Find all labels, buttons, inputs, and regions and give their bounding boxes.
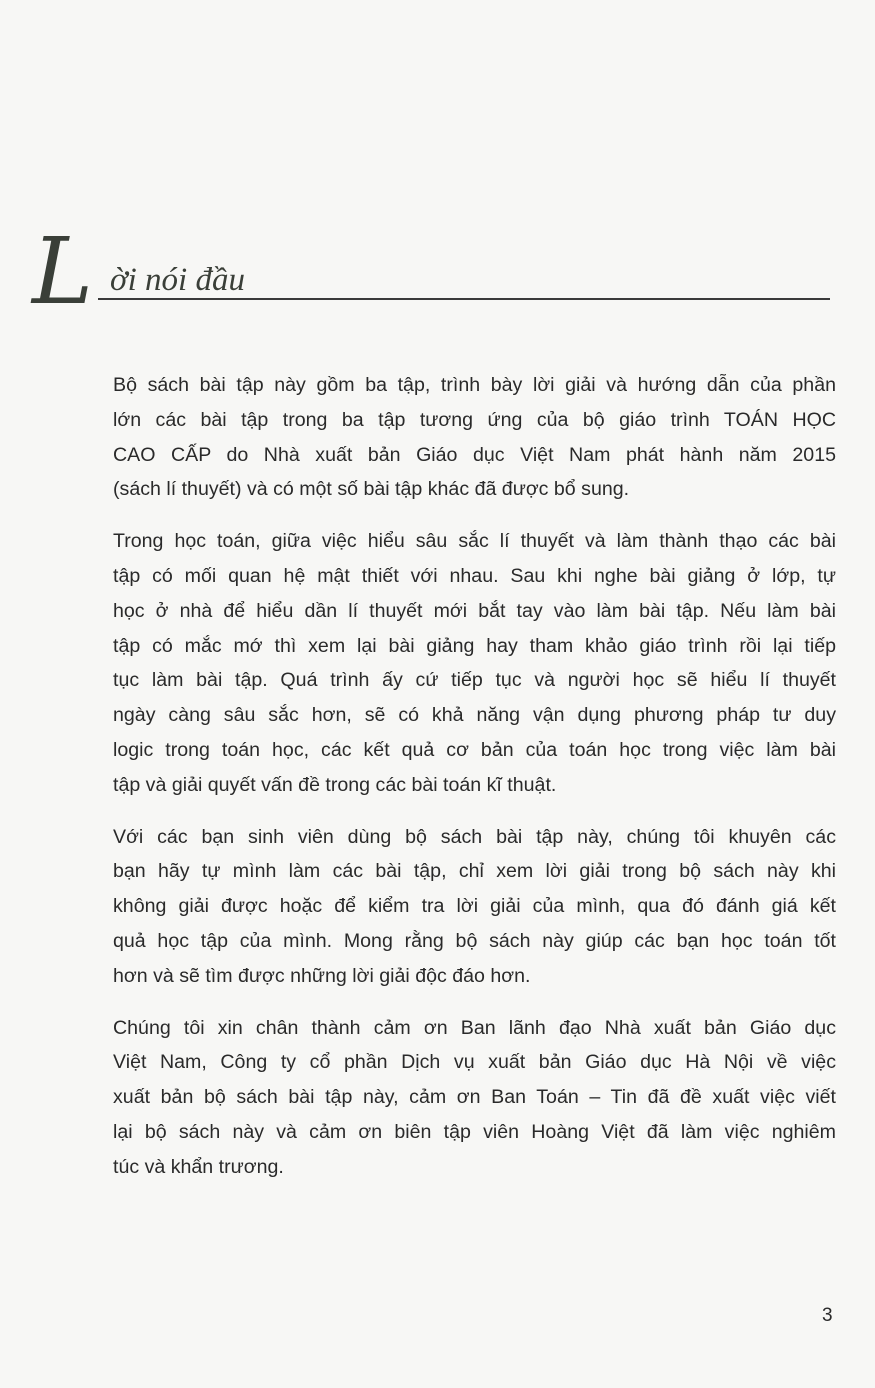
paragraph bbox=[113, 820, 836, 994]
text-line: tục làm bài tập. Quá trình ấy cứ tiếp tục và người học sẽ hiểu lí thuyết bbox=[113, 669, 836, 692]
text-line: quả học tập của mình. Mong rằng bộ sách này giúp các bạn học toán tốt bbox=[113, 929, 836, 952]
text-line: CAO CẤP do Nhà xuất bản Giáo dục Việt Nam phát hành năm 2015 bbox=[113, 443, 836, 466]
text-line: Trong học toán, giữa việc hiểu sâu sắc lí thuyết và làm thành thạo các bài bbox=[113, 530, 836, 553]
text-line: xuất bản bộ sách bài tập này, cảm ơn Ban Toán – Tin đã đề xuất việc viết bbox=[113, 1086, 836, 1109]
text-line: tập có mắc mớ thì xem lại bài giảng hay tham khảo giáo trình rồi lại tiếp bbox=[113, 634, 836, 657]
text-line: Việt Nam, Công ty cổ phần Dịch vụ xuất bản Giáo dục Hà Nội về việc bbox=[113, 1051, 836, 1074]
title-rule bbox=[98, 298, 830, 300]
text-line: (sách lí thuyết) và có một số bài tập khác đã được bổ sung. bbox=[113, 478, 630, 501]
paragraph bbox=[113, 368, 836, 507]
title-text: ời nói đầu bbox=[110, 262, 245, 298]
text-line: Chúng tôi xin chân thành cảm ơn Ban lãnh đạo Nhà xuất bản Giáo dục bbox=[113, 1016, 836, 1039]
text-line: túc và khẩn trương. bbox=[113, 1155, 284, 1178]
text-line: lại bộ sách này và cảm ơn biên tập viên Hoàng Việt đã làm việc nghiêm bbox=[113, 1120, 836, 1143]
preface-body bbox=[113, 368, 836, 1202]
page-number: 3 bbox=[822, 1305, 833, 1326]
section-title bbox=[28, 218, 838, 325]
paragraph bbox=[113, 524, 836, 802]
text-line: không giải được hoặc để kiểm tra lời giải của mình, qua đó đánh giá kết bbox=[113, 895, 836, 918]
text-line: ngày càng sâu sắc hơn, sẽ có khả năng vận dụng phương pháp tư duy bbox=[113, 704, 836, 727]
paragraph bbox=[113, 1011, 836, 1185]
text-line: Với các bạn sinh viên dùng bộ sách bài tập này, chúng tôi khuyên các bbox=[113, 825, 836, 848]
text-line: lớn các bài tập trong ba tập tương ứng của bộ giáo trình TOÁN HỌC bbox=[113, 408, 836, 431]
text-line: tập và giải quyết vấn đề trong các bài toán kĩ thuật. bbox=[113, 773, 557, 796]
text-line: logic trong toán học, các kết quả cơ bản của toán học trong việc làm bài bbox=[113, 738, 836, 761]
text-line: tập có mối quan hệ mật thiết với nhau. Sau khi nghe bài giảng ở lớp, tự bbox=[113, 564, 836, 587]
text-line: học ở nhà để hiểu dần lí thuyết mới bắt tay vào làm bài tập. Nếu làm bài bbox=[113, 599, 836, 622]
text-line: Bộ sách bài tập này gồm ba tập, trình bày lời giải và hướng dẫn của phần bbox=[113, 374, 836, 396]
title-initial: L bbox=[32, 218, 94, 325]
text-line: hơn và sẽ tìm được những lời giải độc đáo hơn. bbox=[113, 964, 531, 987]
text-line: bạn hãy tự mình làm các bài tập, chỉ xem lời giải trong bộ sách này khi bbox=[113, 860, 836, 883]
